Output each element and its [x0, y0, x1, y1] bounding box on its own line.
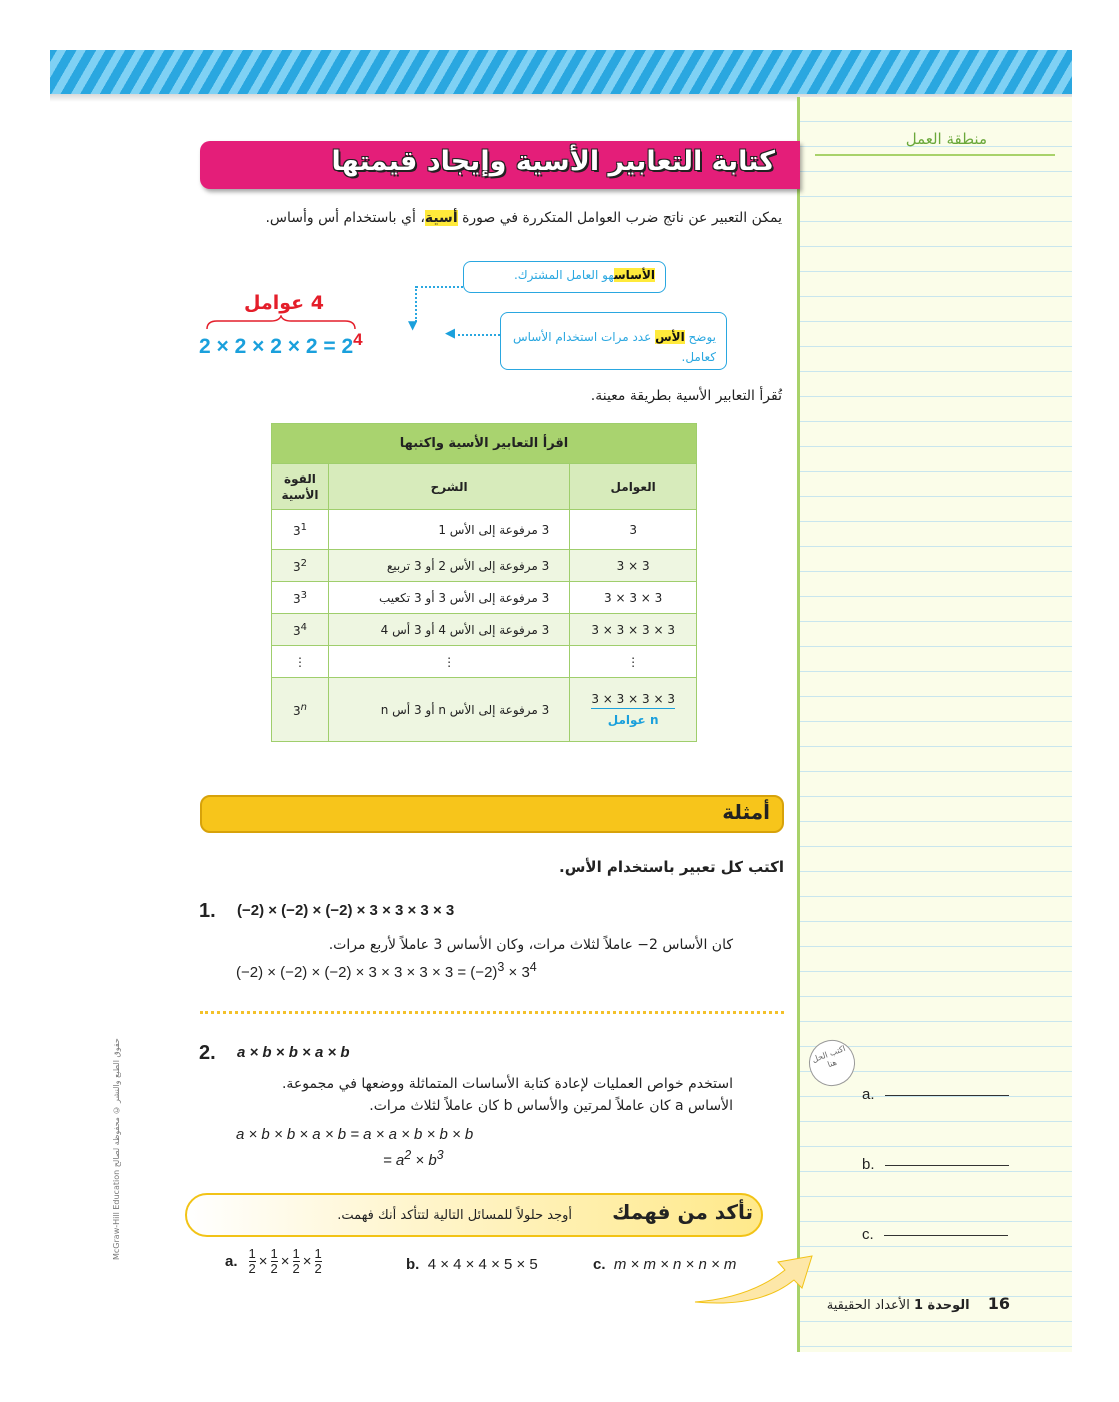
example-2-explain-1: استخدم خواص العمليات لإعادة كتابة الأساسات المتماثلة ووضعها في مجموعة. [281, 1076, 733, 1092]
base-callout [463, 261, 666, 293]
read-note: تُقرأ التعابير الأسية بطريقة معينة. [590, 388, 782, 404]
cell-factors: 3 × 3 × 3 × 3 [570, 614, 697, 646]
power-exp: 2 [300, 557, 307, 569]
intro-keyword: أسية [424, 210, 458, 226]
power-exp: n [300, 701, 307, 713]
answer-c-line[interactable] [884, 1235, 1008, 1236]
example-2-number: 2. [199, 1042, 216, 1064]
example-2-line-2 [383, 1148, 444, 1169]
expression-text: 2 × 2 × 2 × 2 = 2 [199, 335, 354, 358]
cell-factors [570, 678, 697, 742]
page-title: كتابة التعابير الأسية وإيجاد قيمتها [331, 146, 775, 177]
example-1-expression: (−2) × (−2) × (−2) × 3 × 3 × 3 × 3 [237, 902, 455, 919]
power-exp: 3 [300, 589, 307, 601]
examples-instruction: اكتب كل تعبير باستخدام الأس. [559, 858, 784, 876]
exp-connector [458, 334, 500, 336]
ex2-line2-exp2: 3 [436, 1148, 444, 1162]
cell-words: 3 مرفوعة إلى الأس 4 أو 3 أس 4 [328, 614, 569, 646]
base-connector-h [416, 286, 463, 288]
cell-power: ⋮ [272, 646, 329, 678]
answer-b-label: b. [862, 1156, 875, 1173]
side-copyright: McGraw-Hill Education حقوق الطبع والنشر © محفوظة لصالح [112, 1038, 121, 1260]
answer-c-label: c. [862, 1226, 874, 1243]
factor-count-label: 4 عوامل [244, 292, 324, 314]
cell-power [272, 510, 329, 550]
fraction: $\frac{1}{2}$ [314, 1246, 322, 1276]
power-exp: 1 [300, 521, 307, 533]
footer-unit: الوحدة 1 [913, 1298, 970, 1313]
example-divider [200, 1011, 784, 1014]
check-problem-a [225, 1247, 325, 1276]
page-footer [820, 1294, 1010, 1313]
factors-n-note: n عوامل [607, 713, 659, 727]
times-sign: × [280, 1253, 290, 1270]
table-row [272, 582, 697, 614]
power-base: 3 [292, 523, 301, 538]
example-2-explain-2: الأساس a كان عاملاً لمرتين والأساس b كان عاملاً لثلاث مرات. [369, 1098, 733, 1114]
cell-power [272, 582, 329, 614]
cell-factors: 3 [570, 510, 697, 550]
footer-unit-title: الأعداد الحقيقية [826, 1298, 910, 1313]
cell-factors: ⋮ [570, 646, 697, 678]
examples-title: أمثلة [722, 800, 770, 824]
table-row [272, 614, 697, 646]
factor-brace [205, 315, 357, 331]
power-base: 3 [292, 623, 301, 638]
check-a-label: a. [225, 1253, 238, 1270]
fraction: $\frac{1}{2}$ [248, 1246, 256, 1276]
workspace-title: منطقة العمل [815, 130, 1055, 156]
check-c-label: c. [593, 1256, 606, 1273]
times-sign: × [302, 1253, 312, 1270]
power-base: 3 [292, 559, 301, 574]
example-1-result [236, 960, 537, 981]
check-b-expr: 4 × 4 × 4 × 5 × 5 [427, 1256, 538, 1273]
page-number: 16 [987, 1294, 1010, 1313]
cell-factors: 3 × 3 [570, 550, 697, 582]
cell-words: 3 مرفوعة إلى الأس 3 أو 3 تكعيب [328, 582, 569, 614]
answer-c[interactable] [862, 1226, 1008, 1243]
table-row [272, 646, 697, 678]
intro-after: ، أي باستخدام أس وأساس. [265, 210, 425, 226]
check-problem-b [406, 1256, 538, 1273]
check-c-expr: m × m × n × n × m [613, 1256, 737, 1273]
exp-callout-text: عدد مرات استخدام الأساس كعامل. [512, 330, 716, 364]
header-power: القوة الأسية [272, 464, 329, 510]
ex1-result-pre: (−2) × (−2) × (−2) × 3 × 3 × 3 × 3 = (−2) [236, 964, 498, 981]
intro-before: يمكن التعبير عن ناتج ضرب العوامل المتكررة في صورة [457, 210, 782, 226]
power-base: 3 [292, 591, 301, 606]
expression-exponent: 4 [353, 330, 363, 349]
check-b-label: b. [406, 1256, 420, 1273]
ex2-line2-pre: = a [383, 1152, 405, 1169]
answer-b-line[interactable] [885, 1165, 1009, 1166]
answer-b[interactable] [862, 1156, 1009, 1173]
exponent-callout [500, 312, 727, 370]
cell-power [272, 550, 329, 582]
example-1-number: 1. [199, 900, 216, 922]
ex1-result-exp1: 3 [497, 960, 505, 974]
ex1-result-mid: × 3 [504, 964, 530, 981]
example-2-expression: a × b × b × a × b [237, 1044, 350, 1061]
times-sign: × [258, 1253, 268, 1270]
exp-arrow-icon: ◀ [445, 326, 455, 341]
cell-factors: 3 × 3 × 3 [570, 582, 697, 614]
fraction: $\frac{1}{2}$ [292, 1246, 300, 1276]
intro-paragraph [250, 208, 782, 228]
exp-callout-pre: يوضح [684, 330, 716, 344]
cell-power [272, 678, 329, 742]
cell-power [272, 614, 329, 646]
check-title: تأكد من فهمك [612, 1200, 753, 1224]
table-caption: اقرأ التعابير الأسية واكتبها [272, 424, 697, 464]
check-instruction: أوجد حلولاً للمسائل التالية لتتأكد أنك فهمت. [337, 1208, 572, 1223]
table-row [272, 510, 697, 550]
ex2-line2-exp1: 2 [404, 1148, 412, 1162]
example-2-line-1: a × b × b × a × b = a × a × b × b × b [236, 1126, 474, 1143]
power-exp: 4 [300, 621, 307, 633]
answer-a-label: a. [862, 1086, 875, 1103]
example-1-explain: كان الأساس 2− عاملاً لثلاث مرات، وكان الأساس 3 عاملاً لأربع مرات. [328, 937, 733, 953]
answer-a-line[interactable] [885, 1095, 1009, 1096]
power-base: 3 [293, 703, 301, 718]
power-expression [199, 330, 363, 359]
base-callout-bold: الأساس [613, 268, 655, 282]
cell-words: 3 مرفوعة إلى الأس 1 [328, 510, 569, 550]
header-factors: العوامل [570, 464, 697, 510]
exp-callout-bold: الأس [655, 330, 685, 344]
write-here-stamp: اكتب الحل هنا [803, 1034, 862, 1093]
cell-words: ⋮ [328, 646, 569, 678]
base-connector-v [415, 286, 417, 322]
powers-table [271, 423, 697, 742]
base-callout-text: هو العامل المشترك. [513, 268, 614, 282]
cell-words: 3 مرفوعة إلى الأس n أو 3 أس n [328, 678, 569, 742]
pointer-arrow-icon [690, 1250, 820, 1310]
fraction: $\frac{1}{2}$ [270, 1246, 278, 1276]
factors-n-expr: 3 × 3 × 3 × 3 [591, 692, 675, 709]
cell-words: 3 مرفوعة إلى الأس 2 أو 3 تربيع [328, 550, 569, 582]
ex2-line2-mid: × b [411, 1152, 437, 1169]
ex1-result-exp2: 4 [529, 960, 537, 974]
top-stripe-band [50, 50, 1072, 94]
table-row [272, 678, 697, 742]
base-arrow-icon: ▼ [408, 318, 418, 332]
header-words: الشرح [328, 464, 569, 510]
table-row [272, 550, 697, 582]
answer-a[interactable] [862, 1086, 1009, 1103]
